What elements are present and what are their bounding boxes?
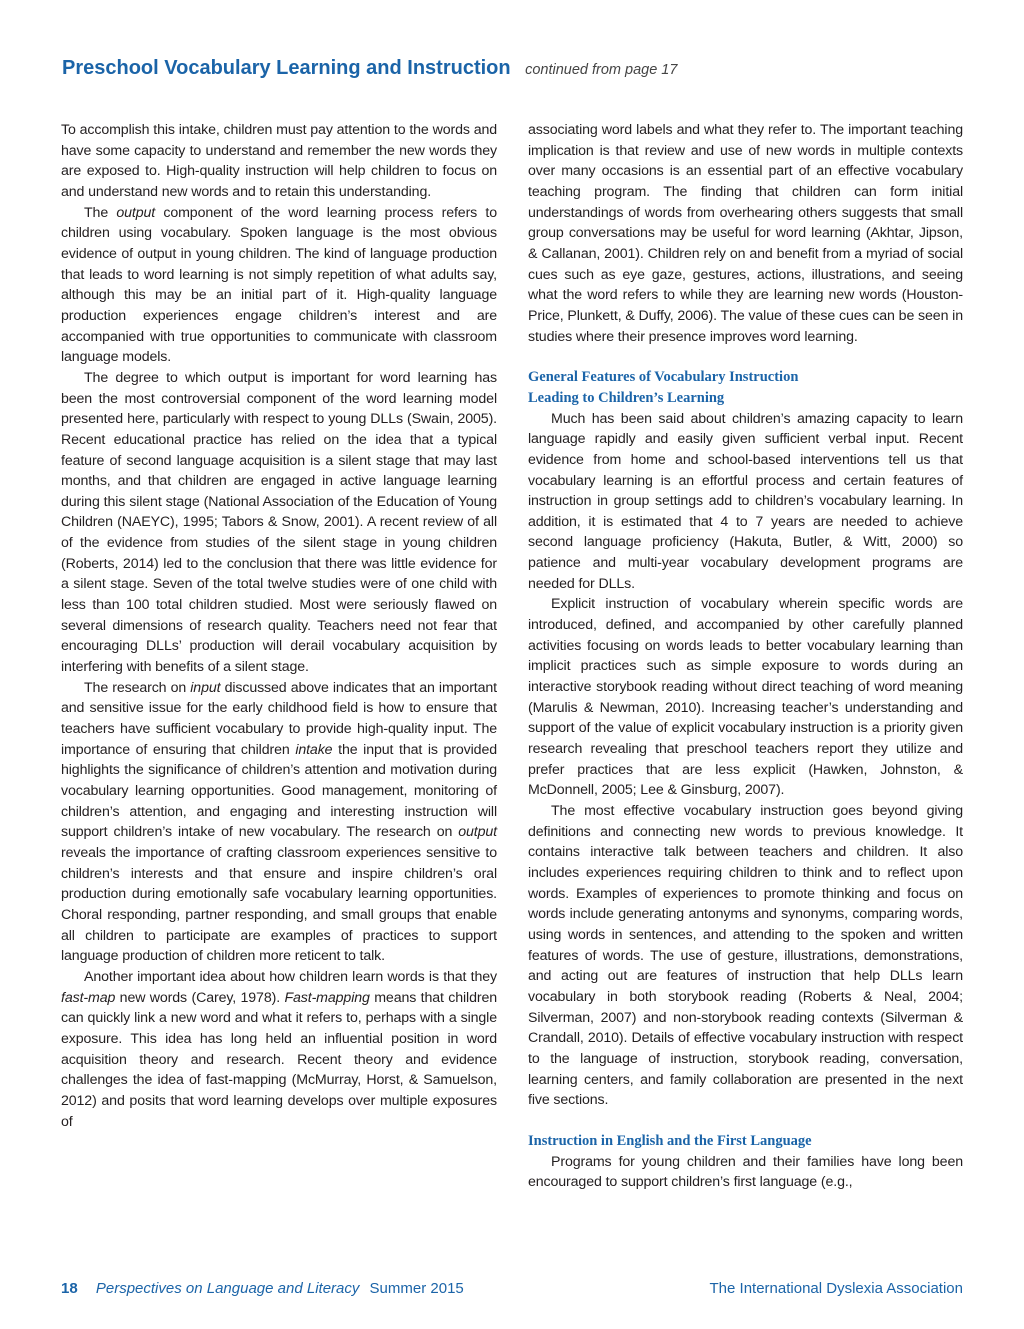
page-number: 18: [61, 1280, 78, 1297]
paragraph: Programs for young children and their families have long been encouraged to support children’s first language (e.g.,: [528, 1153, 963, 1191]
emphasis: Fast-mapping: [284, 989, 370, 1006]
paragraph: The degree to which output is important for word learning has been the most controversial component of the word learning model presented here, particularly with respect to young DLLs (Swain, 2005). Recent educational practice has relied on the idea that a typical feature of second language acquisition is a silent stage that may last months, and that children are engaged in active language learning during this silent stage (National Association of the Education of Young Children (NAEYC), 1995; Tabors & Snow, 2001). A recent review of all of the evidence from studies of the silent stage in young children (Roberts, 2014) led to the conclusion that there was little evidence for a silent stage. Seven of the total twelve studies were of one child with less than 100 total children studied. Most were seriously flawed on several dimensions of research quality. Teachers need not fear that encouraging DLLs’ production will derail vocabulary acquisition by interfering with benefits of a silent stage.: [61, 369, 497, 676]
emphasis: output: [116, 204, 156, 221]
issue-date: Summer 2015: [369, 1280, 464, 1297]
paragraph: Much has been said about children’s amazing capacity to learn language rapidly and easily given sufficient verbal input. Recent evidence from home and school-based interventions tell us that vocabulary learning is an effortful process and certain features of instruction in group settings add to children’s vocabulary learning. In addition, it is estimated that 4 to 7 years are needed to achieve second language proficiency (Hakuta, Butler, & Witt, 2000) so patience and multi-year vocabulary development programs are needed for DLLs.: [528, 410, 963, 592]
emphasis: intake: [295, 741, 333, 758]
paragraph: The research on input discussed above indicates that an important and sensitive issue for the early childhood field is how to ensure that teachers have sufficient vocabulary to provide high-quality input. The importance of ensuring that children intake the input that is provided highlights the significance of children’s attention and motivation during vocabulary learning opportunities. Good management, monitoring of children’s attention, and engaging and interesting instruction will support children’s intake of new vocabulary. The research on output reveals the importance of crafting classroom experiences sensitive to children’s interests and that ensure and inspire children’s oral production during emotionally safe vocabulary learning opportunities. Choral responding, partner responding, and small groups that enable all children to participate are examples of practices to support language production of children more reticent to talk.: [61, 679, 497, 965]
continued-note: continued from page 17: [525, 62, 678, 78]
section-heading: General Features of Vocabulary Instruction Leading to Children’s Learning: [528, 369, 799, 406]
right-column: [528, 120, 963, 1193]
emphasis: fast-map: [61, 989, 116, 1006]
paragraph: Another important idea about how children learn words is that they fast-map new words (Carey, 1978). Fast-mapping means that children can quickly link a new word and what it refers to, perhaps with a single exposure. This idea has long held an influential position in word acquisition theory and research. Recent theory and evidence challenges the idea of fast-mapping (McMurray, Horst, & Samuelson, 2012) and posits that word learning develops over multiple exposures of: [61, 968, 497, 1130]
paragraph: The most effective vocabulary instruction goes beyond giving definitions and connecting new words to previous knowledge. It contains interactive talk between teachers and children. It also includes experiences requiring children to think and to reflect upon words. Examples of experiences to promote thinking and focus on words include generating antonyms and synonyms, comparing words, using words in sentences, and attending to the spoken and written features of words. The use of gesture, illustrations, demonstrations, and acting out are features of instruction that help DLLs learn vocabulary in both storybook reading (Roberts & Neal, 2004; Silverman, 2007) and non-storybook reading contexts (Silverman & Crandall, 2010). Details of effective vocabulary instruction with respect to the language of instruction, storybook reading, conversation, learning centers, and family collaboration are presented in the next five sections.: [528, 803, 963, 1109]
journal-title: Perspectives on Language and Literacy: [95, 1280, 360, 1297]
emphasis: output: [458, 824, 497, 841]
footer-left: [61, 1280, 464, 1297]
section-heading: Instruction in English and the First Language: [528, 1132, 812, 1149]
paragraph: To accomplish this intake, children must pay attention to the words and have some capacity to understand and remember the new words they are exposed to. High-quality instruction will help children to focus on and understand new words and to retain this understanding.: [61, 122, 497, 200]
running-header: [62, 57, 962, 80]
emphasis: input: [190, 679, 221, 696]
footer-organization: The International Dyslexia Association: [709, 1280, 963, 1297]
paragraph: Explicit instruction of vocabulary wherein specific words are introduced, defined, and accompanied by other carefully planned activities focusing on words leads to better vocabulary learning than implicit practices such as simple exposure to words during an interactive storybook reading without direct teaching of word meaning (Marulis & Newman, 2010). Increasing teacher’s understanding and support of the value of explicit vocabulary instruction is a priority given research revealing that preschool teachers report they utilize and prefer practices that are less explicit (Hawken, Johnston, & McDonnell, 2005; Lee & Ginsburg, 2007).: [528, 596, 963, 799]
left-column: [61, 120, 497, 1132]
article-title: Preschool Vocabulary Learning and Instruction: [62, 57, 511, 79]
paragraph: associating word labels and what they refer to. The important teaching implication is that review and use of new words in multiple contexts over many occasions is an essential part of an effective vocabulary teaching program. The finding that children can form initial understandings of words from overhearing others suggests that small group conversations may be useful for word learning (Akhtar, Jipson, & Callanan, 2001). Children rely on and benefit from a myriad of social cues such as eye gaze, gestures, actions, illustrations, and seeing what the word refers to while they are learning new words (Houston-Price, Plunkett, & Duffy, 2006). The value of these cues can be seen in studies where their presence improves word learning.: [528, 122, 963, 345]
paragraph: The output component of the word learning process refers to children using vocabulary. Spoken language is the most obvious evidence of output in young children. The kind of language production that leads to word learning is not simply repetition of what adults say, although this may be an initial part of it. High-quality language production experiences engage children’s interest and are accompanied with true opportunities to communicate with classroom language models.: [61, 204, 497, 366]
